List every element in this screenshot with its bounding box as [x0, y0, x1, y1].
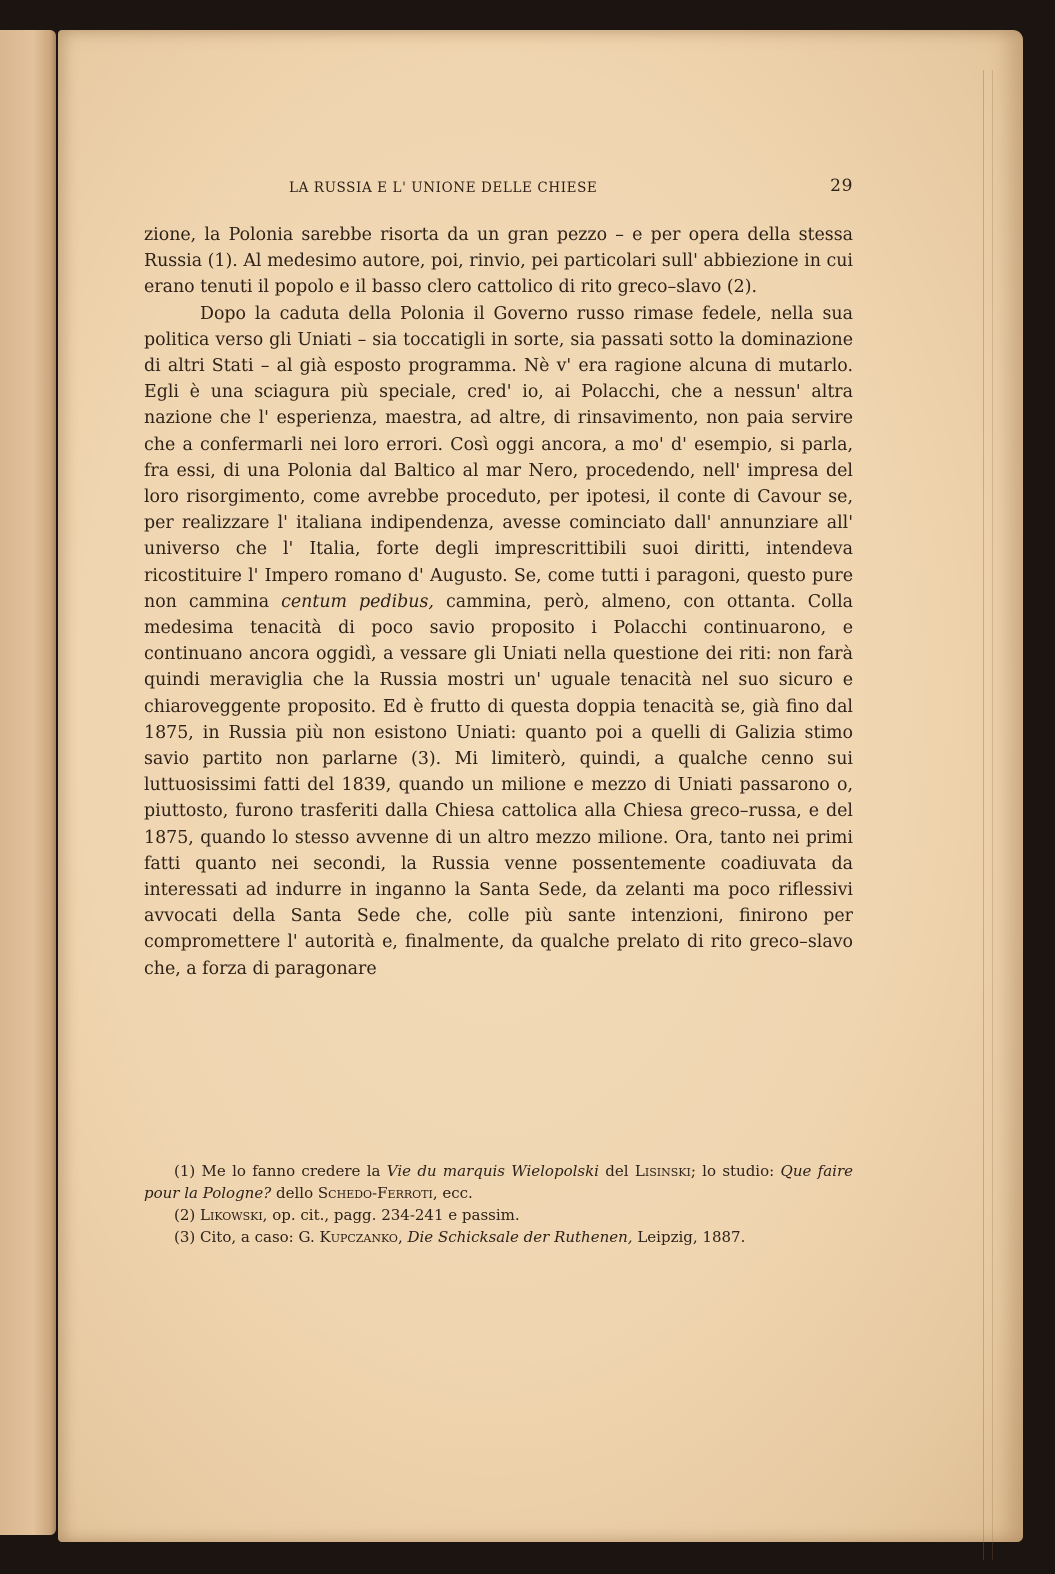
main-text	[144, 222, 853, 982]
footnote-3-text: (3) Cito, a caso: G.	[174, 1228, 320, 1246]
paragraph-1: zione, la Polonia sarebbe risorta da un gran pezzo – e per opera della stessa Russia (1). Al medesimo autore, poi, rinvio, pei particolari sull' abbiezione in cui erano tenuti il popolo e il basso clero cattolico di rito greco–slavo (2).	[144, 225, 853, 298]
footnote-2	[144, 1204, 853, 1226]
page-stack-edge	[983, 70, 993, 1560]
footnote-1-text: dello	[271, 1184, 318, 1202]
footnotes	[144, 1160, 853, 1248]
latin-phrase: centum pedibus,	[281, 591, 434, 612]
running-title: LA RUSSIA E L' UNIONE DELLE CHIESE	[289, 180, 598, 196]
footnote-2-text: , op. cit., pagg. 234-241 e passim.	[262, 1206, 520, 1224]
footnote-3-title: Die Schicksale der Ruthenen,	[407, 1228, 633, 1246]
paragraph-2-part-a: Dopo la caduta della Polonia il Governo russo rimase fedele, nella sua politica verso gli Uniati – sia toccatigli in sorte, sia passati sotto la dominazione di altri Stati – al già esposto programma. Nè v' era ragione alcuna di mutarlo. Egli è una sciagura più speciale, cred' io, ai Polacchi, che a nessun' altra nazione che l' esperienza, maestra, ad altre, di rinsavimento, non paia servire che a confermarli nei loro errori. Così oggi ancora, a mo' d' esempio, si parla, fra essi, di una Polonia dal Baltico al mar Nero, procedendo, nell' impresa del loro risorgimento, come avrebbe proceduto, per ipotesi, il conte di Cavour se, per realizzare l' italiana indipendenza, avesse cominciato dall' annunziare all' universo che l' Italia, forte degli imprescrittibili suoi diritti, intendeva ricostituire l' Impero romano d' Augusto. Se, come tutti i paragoni, questo pure non cammina	[144, 303, 853, 612]
footnote-2-text: (2)	[174, 1206, 201, 1224]
footnote-1-author-2: Schedo-Ferroti	[317, 1184, 433, 1202]
footnote-1-title-2: Que faire pour la Pologne?	[144, 1162, 854, 1202]
footnote-3-text: ,	[397, 1228, 408, 1246]
footnote-2-author: Likowski	[200, 1206, 263, 1224]
book-page	[58, 30, 1023, 1542]
footnote-1-text: ; lo studio:	[690, 1162, 781, 1180]
page-number: 29	[830, 176, 853, 196]
paragraph-2-part-b: cammina, però, almeno, con ottanta. Colla medesima tenacità di poco savio proposito i Polacchi continuarono, e continuano ancora oggidì, a vessare gli Uniati nella questione dei riti: non farà quindi meraviglia che la Russia mostri un' uguale tenacità nel suo sicuro e chiaroveggente proposito. Ed è frutto di questa doppia tenacità se, già fino dal 1875, in Russia più non esistono Uniati: quanto poi a quelli di Galizia stimo savio partito non parlarne (3). Mi limiterò, quindi, a qualche cenno sui luttuosissimi fatti del 1839, quando un milione e mezzo di Uniati passarono o, piuttosto, furono trasferiti dalla Chiesa cattolica alla Chiesa greco–russa, e del 1875, quando lo stesso avvenne di un altro mezzo milione. Ora, tanto nei primi fatti quanto nei secondi, la Russia venne possentemente coadiuvata da interessati ad indurre in inganno la Santa Sede, da zelanti ma poco riflessivi avvocati della Santa Sede che, colle più sante intenzioni, finirono per compromettere l' autorità e, finalmente, da qualche prelato di rito greco–slavo che, a forza di paragonare	[144, 591, 853, 979]
footnote-1-author-1: Lisinski	[634, 1162, 691, 1180]
footnote-3	[144, 1226, 853, 1248]
footnote-1-text: del	[598, 1162, 635, 1180]
footnote-3-author: Kupczanko	[319, 1228, 398, 1246]
facing-page-edge	[0, 30, 56, 1535]
footnote-3-text: Leipzig, 1887.	[632, 1228, 746, 1246]
footnote-1-title-1: Vie du marquis Wielopolski	[386, 1162, 599, 1180]
footnote-1	[144, 1160, 853, 1204]
paragraph-2	[144, 301, 853, 982]
running-header	[144, 178, 853, 202]
footnote-1-text: (1) Me lo fanno credere la	[174, 1162, 387, 1180]
footnote-1-text: , ecc.	[432, 1184, 473, 1202]
